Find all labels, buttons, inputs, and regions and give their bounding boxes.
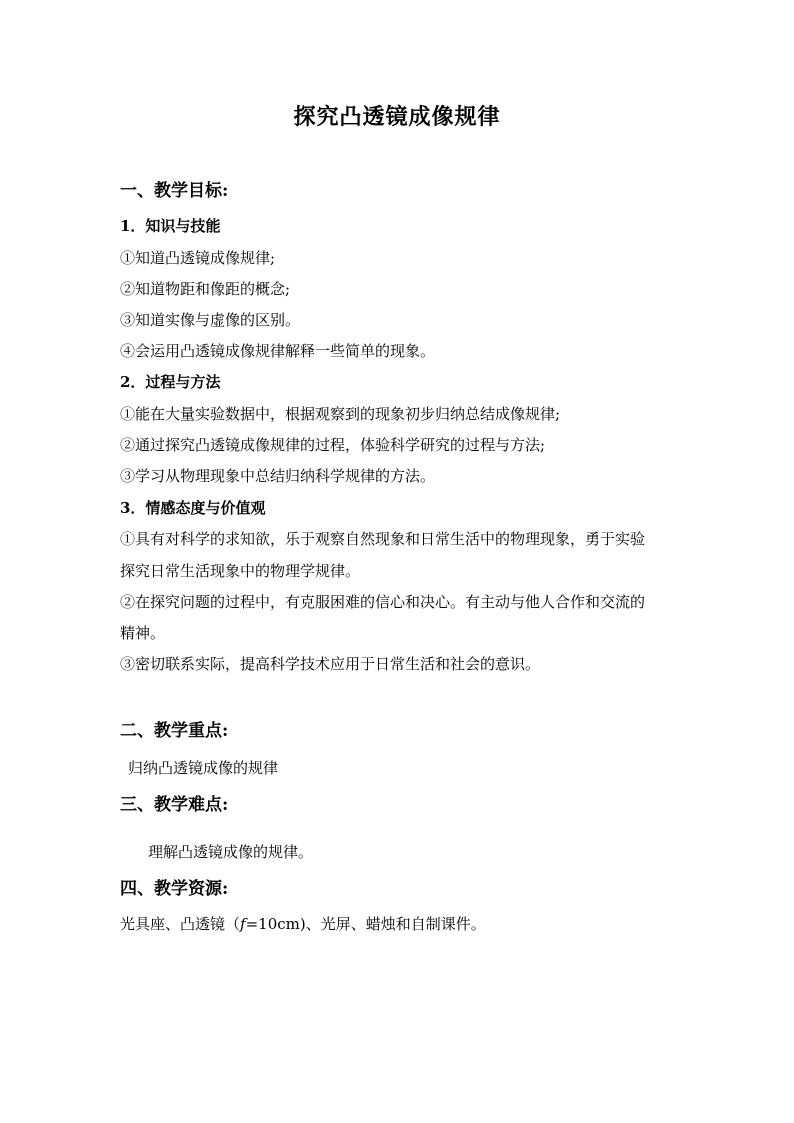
- document-title: 探究凸透镜成像规律: [293, 104, 501, 130]
- goal-item: ①能在大量实验数据中，根据观察到的现象初步归纳总结成像规律;: [120, 405, 561, 423]
- goal-item: ③知道实像与虚像的区别。: [120, 311, 301, 329]
- goal-item-line: ②在探究问题的过程中，有克服困难的信心和决心。有主动与他人合作和交流的: [120, 593, 646, 611]
- goal-item: ②知道物距和像距的概念;: [120, 280, 291, 298]
- goal-item: ①知道凸透镜成像规律;: [120, 249, 276, 267]
- section-heading-teaching-goals: 一、教学目标:: [120, 181, 229, 201]
- goal-item-line: 精神。: [120, 624, 166, 642]
- subheading-knowledge-skills: 1．知识与技能: [120, 217, 221, 235]
- resources-text-before: 光具座、凸透镜（: [120, 915, 241, 933]
- goal-item-line: ①具有对科学的求知欲，乐于观察自然现象和日常生活中的物理现象，勇于实验: [120, 530, 646, 548]
- resources-text-after: =10cm)、光屏、蜡烛和自制课件。: [245, 915, 486, 933]
- goal-item: ②通过探究凸透镜成像规律的过程，体验科学研究的过程与方法;: [120, 436, 546, 454]
- resources-text: [120, 913, 690, 935]
- section-heading-resources: 四、教学资源:: [120, 879, 229, 899]
- goal-item: ③密切联系实际，提高科学技术应用于日常生活和社会的意识。: [120, 655, 541, 673]
- goal-item-line: 探究日常生活现象中的物理学规律。: [120, 562, 361, 580]
- section-heading-key-points: 二、教学重点:: [120, 721, 229, 741]
- section-heading-difficulties: 三、教学难点:: [120, 795, 229, 815]
- subheading-process-methods: 2．过程与方法: [120, 373, 221, 391]
- subheading-attitude-values: 3．情感态度与价值观: [120, 499, 266, 517]
- goal-item: ③学习从物理现象中总结归纳科学规律的方法。: [120, 467, 436, 485]
- difficulties-text: 理解凸透镜成像的规律。: [148, 843, 314, 861]
- key-points-text: 归纳凸透镜成像的规律: [128, 759, 279, 777]
- goal-item: ④会运用凸透镜成像规律解释一些简单的现象。: [120, 342, 436, 360]
- focal-length-variable: f: [240, 915, 246, 933]
